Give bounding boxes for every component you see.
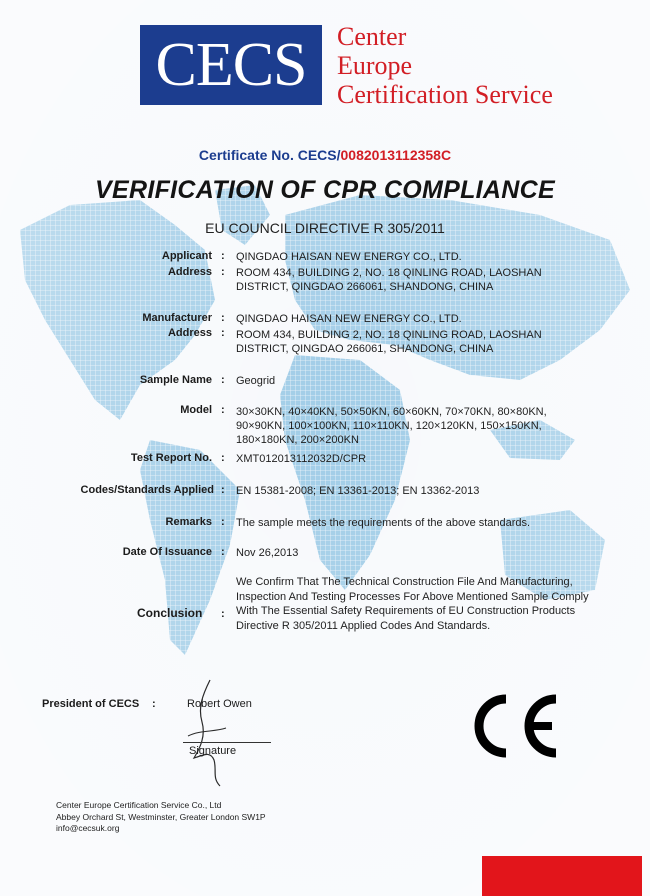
date-of-issuance-value: Nov 26,2013: [236, 547, 299, 559]
applicant-address-line1: ROOM 434, BUILDING 2, NO. 18 QINLING ROAD, LAOSHAN: [236, 267, 542, 279]
cecs-logo: [140, 25, 322, 105]
ce-mark-icon: [462, 693, 562, 759]
signature-line: [183, 742, 271, 743]
manufacturer-address-label: Address: [167, 327, 212, 339]
test-report-label: Test Report No.: [130, 452, 212, 464]
directive-subtitle: EU COUNCIL DIRECTIVE R 305/2011: [205, 220, 445, 236]
colon: :: [152, 698, 156, 710]
date-of-issuance-label: Date Of Issuance: [122, 546, 212, 558]
test-report-value: XMT012013112032D/CPR: [236, 453, 367, 465]
signer-name: Robert Owen: [187, 698, 252, 710]
codes-label: Codes/Standards Applied: [80, 484, 214, 496]
model-line1: 30×30KN, 40×40KN, 50×50KN, 60×60KN, 70×70KN, 80×80KN,: [236, 406, 547, 418]
colon: :: [221, 374, 225, 386]
document-title: VERIFICATION OF CPR COMPLIANCE: [95, 176, 555, 204]
certificate-number: [0, 147, 650, 163]
conclusion-value: We Confirm That The Technical Construction File And Manufacturing, Inspection And Testing Processes For Above Mentioned Sample Comply With The Essential Safety Requirements of EU Construction Products Directive R 305/2011 Applied Codes And Standards.: [236, 576, 589, 632]
colon: :: [221, 452, 225, 464]
colon: :: [221, 404, 225, 416]
footer-line2: Abbey Orchard St, Westminster, Greater London SW1P: [56, 811, 266, 822]
model-line2: 90×90KN, 100×100KN, 110×110KN, 120×120KN, 150×150KN,: [236, 420, 542, 432]
remarks-label: Remarks: [165, 516, 212, 528]
handwritten-signature: [180, 678, 240, 788]
colon: :: [221, 608, 225, 620]
signature-caption: Signature: [189, 745, 237, 757]
model-label: Model: [180, 404, 212, 416]
applicant-value: QINGDAO HAISAN NEW ENERGY CO., LTD.: [236, 251, 462, 263]
model-value: [236, 405, 547, 447]
red-corner-bar: [482, 856, 642, 896]
applicant-address-value: [236, 266, 542, 294]
sample-name-value: Geogrid: [236, 375, 276, 387]
colon: :: [221, 312, 225, 324]
manufacturer-address-value: [236, 328, 542, 356]
applicant-address-label: Address: [167, 266, 212, 278]
certificate-number-value: 0082013112358C: [340, 147, 452, 163]
sample-name-label: Sample Name: [139, 374, 212, 386]
remarks-value: The sample meets the requirements of the above standards.: [236, 517, 531, 529]
logo-line-europe: Europe: [337, 51, 413, 80]
logo-abbreviation: CECS: [155, 31, 307, 99]
colon: :: [221, 327, 225, 339]
footer-email: info@cecsuk.org: [56, 823, 120, 833]
logo-wordmark: [337, 22, 553, 109]
conclusion-label: Conclusion: [137, 606, 203, 620]
colon: :: [221, 484, 225, 496]
manufacturer-address-line1: ROOM 434, BUILDING 2, NO. 18 QINLING ROAD, LAOSHAN: [236, 329, 542, 341]
applicant-label: Applicant: [161, 250, 212, 262]
footer-line1: Center Europe Certification Service Co., Ltd: [56, 800, 222, 810]
colon: :: [221, 516, 225, 528]
colon: :: [221, 266, 225, 278]
manufacturer-value: QINGDAO HAISAN NEW ENERGY CO., LTD.: [236, 313, 462, 325]
manufacturer-address-line2: DISTRICT, QINGDAO 266061, SHANDONG, CHINA: [236, 343, 494, 355]
manufacturer-label: Manufacturer: [142, 312, 212, 324]
footer-company-info: [56, 800, 266, 835]
codes-value: EN 15381-2008; EN 13361-2013; EN 13362-2013: [236, 485, 480, 497]
colon: :: [221, 546, 225, 558]
model-line3: 180×180KN, 200×200KN: [236, 434, 359, 446]
colon: :: [221, 250, 225, 262]
logo-line-certification: Certification Service: [337, 80, 553, 109]
president-label: President of CECS: [42, 698, 140, 710]
logo-line-center: Center: [337, 22, 407, 51]
certificate-number-label: Certificate No. CECS/: [198, 147, 341, 163]
applicant-address-line2: DISTRICT, QINGDAO 266061, SHANDONG, CHINA: [236, 281, 494, 293]
